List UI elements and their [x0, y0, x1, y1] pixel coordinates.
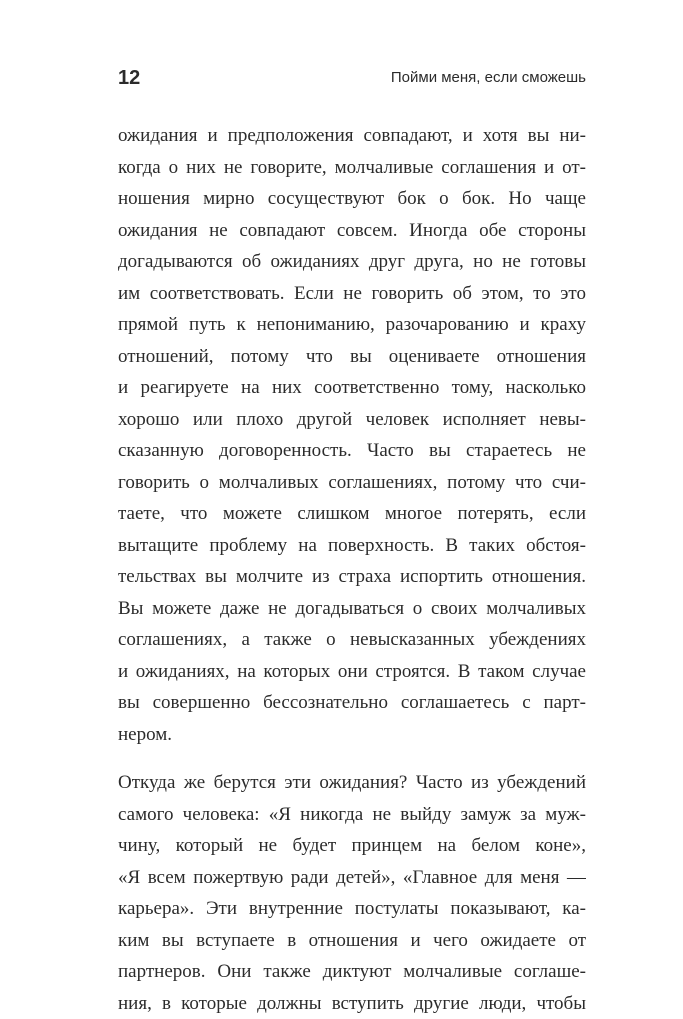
text-line: ожидания и предположения совпадают, и хотя вы ни- [118, 120, 586, 152]
text-line: нером. [118, 719, 586, 751]
text-line: прямой путь к непониманию, разочарованию и краху [118, 309, 586, 341]
text-line: им соответствовать. Если не говорить об этом, то это [118, 278, 586, 310]
text-line: Откуда же берутся эти ожидания? Часто из убеждений [118, 767, 586, 799]
text-line: партнеров. Они также диктуют молчаливые соглаше- [118, 956, 586, 988]
text-line: карьера». Эти внутренние постулаты показывают, ка- [118, 893, 586, 925]
body-text [118, 120, 586, 1019]
paragraph-gap [118, 750, 586, 767]
text-line: таете, что можете слишком многое потерять, если [118, 498, 586, 530]
text-line: говорить о молчаливых соглашениях, потому что счи- [118, 467, 586, 499]
text-line: «Я всем пожертвую ради детей», «Главное для меня — [118, 862, 586, 894]
text-line: и реагируете на них соответственно тому, насколько [118, 372, 586, 404]
text-line: отношений, потому что вы оцениваете отношения [118, 341, 586, 373]
text-line: тельствах вы молчите из страха испортить отношения. [118, 561, 586, 593]
text-line: сказанную договоренность. Часто вы стараетесь не [118, 435, 586, 467]
text-line: ожидания не совпадают совсем. Иногда обе стороны [118, 215, 586, 247]
text-line: когда о них не говорите, молчаливые соглашения и от- [118, 152, 586, 184]
text-line: Вы можете даже не догадываться о своих молчаливых [118, 593, 586, 625]
text-line: вытащите проблему на поверхность. В таких обстоя- [118, 530, 586, 562]
text-line: ния, в которые должны вступить другие люди, чтобы [118, 988, 586, 1019]
text-line: соглашениях, а также о невысказанных убеждениях [118, 624, 586, 656]
text-line: и ожиданиях, на которых они строятся. В таком случае [118, 656, 586, 688]
text-line: чину, который не будет принцем на белом коне», [118, 830, 586, 862]
text-line: вы совершенно бессознательно соглашаетесь с парт- [118, 687, 586, 719]
paragraph [118, 767, 586, 1019]
text-line: ношения мирно сосуществуют бок о бок. Но чаще [118, 183, 586, 215]
text-line: хорошо или плохо другой человек исполняет невы- [118, 404, 586, 436]
page-number: 12 [118, 66, 140, 90]
text-line: ким вы вступаете в отношения и чего ожидаете от [118, 925, 586, 957]
paragraph [118, 120, 586, 750]
text-line: догадываются об ожиданиях друг друга, но не готовы [118, 246, 586, 278]
text-line: самого человека: «Я никогда не выйду замуж за муж- [118, 799, 586, 831]
running-title: Пойми меня, если сможешь [360, 68, 586, 88]
